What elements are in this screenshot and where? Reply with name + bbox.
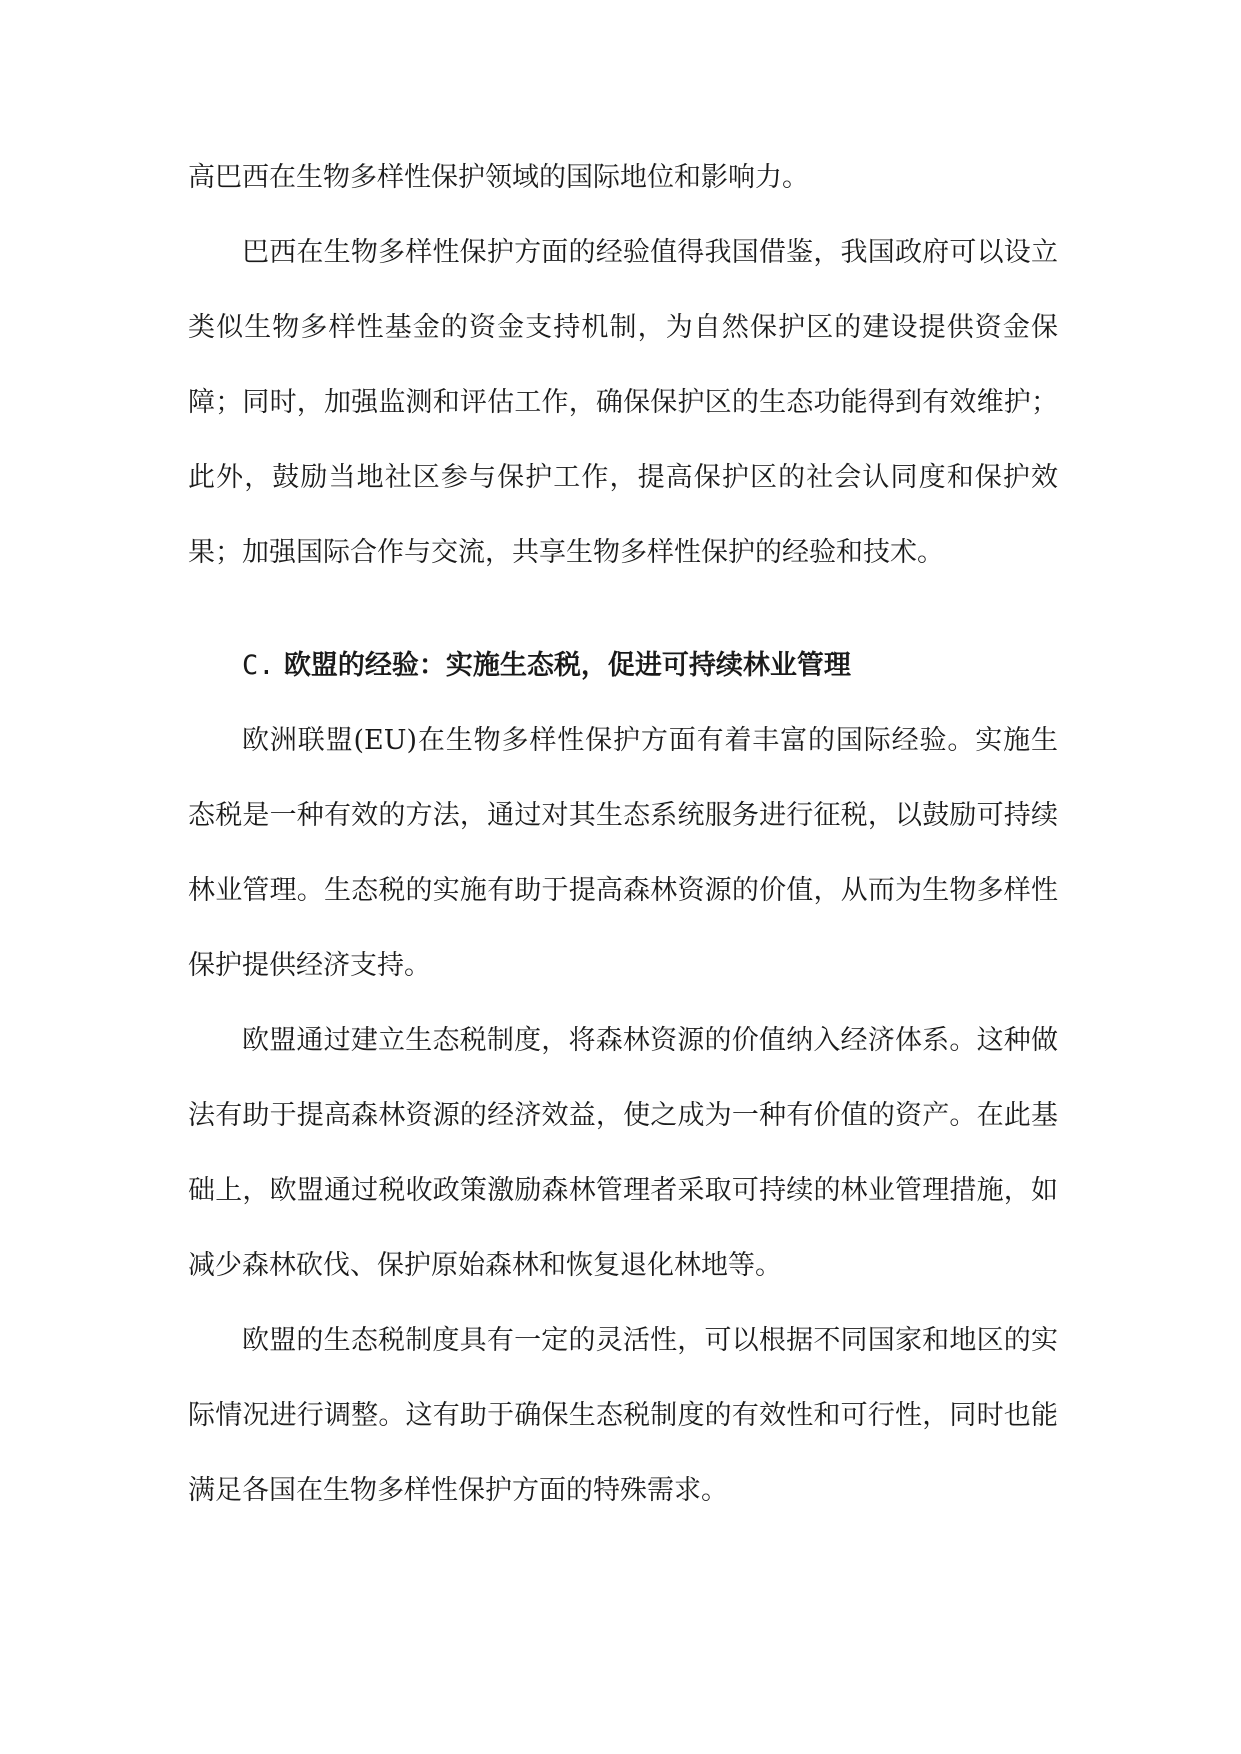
paragraph-eu-system: 欧盟通过建立生态税制度，将森林资源的价值纳入经济体系。这种做法有助于提高森林资源的经济效益，使之成为一种有价值的资产。在此基础上，欧盟通过税收政策激励森林管理者采取可持续的林业管理措施，如减少森林砍伐、保护原始森林和恢复退化林地等。 — [188, 1025, 1058, 1281]
paragraph-eu-flexibility: 欧盟的生态税制度具有一定的灵活性，可以根据不同国家和地区的实际情况进行调整。这有助于确保生态税制度的有效性和可行性，同时也能满足各国在生物多样性保护方面的特殊需求。 — [188, 1325, 1058, 1506]
paragraph-brazil-lessons: 巴西在生物多样性保护方面的经验值得我国借鉴，我国政府可以设立类似生物多样性基金的资金支持机制，为自然保护区的建设提供资金保障；同时，加强监测和评估工作，确保保护区的生态功能得到有效维护；此外，鼓励当地社区参与保护工作，提高保护区的社会认同度和保护效果；加强国际合作与交流，共享生物多样性保护的经验和技术。 — [188, 237, 1058, 568]
section-heading-title: 欧盟的经验：实施生态税，促进可持续林业管理 — [283, 650, 851, 681]
paragraph-eu-intro: 欧洲联盟(EU)在生物多样性保护方面有着丰富的国际经验。实施生态税是一种有效的方法，通过对其生态系统服务进行征税，以鼓励可持续林业管理。生态税的实施有助于提高森林资源的价值，从而为生物多样性保护提供经济支持。 — [188, 725, 1058, 981]
section-heading-letter: C. — [242, 650, 275, 681]
section-heading — [188, 590, 1058, 703]
document-body — [188, 140, 1058, 1528]
paragraph-continued: 高巴西在生物多样性保护领域的国际地位和影响力。 — [188, 162, 809, 193]
